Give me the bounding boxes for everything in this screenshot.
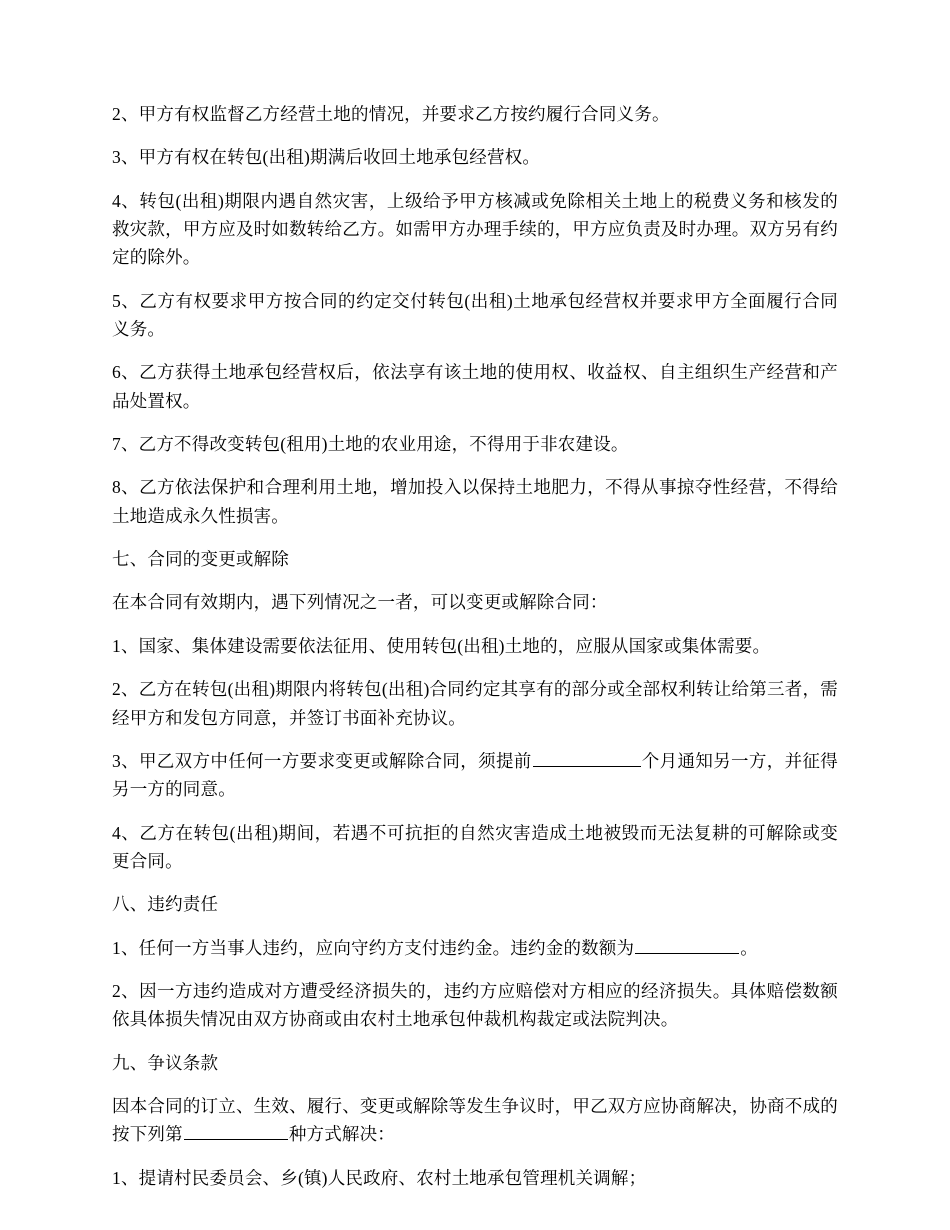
notice-months-blank[interactable] [533, 748, 641, 767]
clause-9-intro-text-after: 种方式解决： [288, 1124, 396, 1145]
section-heading-8: 八、违约责任 [112, 894, 219, 915]
clause-6-item-7: 7、乙方不得改变转包(租用)土地的农业用途，不得用于非农建设。 [112, 434, 629, 455]
dispute-method-blank[interactable] [184, 1122, 288, 1141]
clause-8-item-2: 2、因一方违约造成对方遭受经济损失的，违约方应赔偿对方相应的经济损失。具体赔偿数额依具体损失情况由双方协商或由农村土地承包仲裁机构裁定或法院判决。 [112, 980, 838, 1030]
clause-6-item-4: 4、转包(出租)期限内遇自然灾害，上级给予甲方核减或免除相关土地上的税费义务和核发的救灾款，甲方应及时如数转给乙方。如需甲方办理手续的，甲方应负责及时办理。双方另有约定的除外。 [112, 190, 838, 268]
clause-7-item-1: 1、国家、集体建设需要依法征用、使用转包(出租)土地的，应服从国家或集体需要。 [112, 635, 771, 656]
clause-7-intro: 在本合同有效期内，遇下列情况之一者，可以变更或解除合同： [112, 592, 608, 613]
clause-9-intro-text-before: 因本合同的订立、生效、履行、变更或解除等发生争议时，甲乙双方应协商解决，协商不成的按下列第 [112, 1095, 838, 1145]
clause-8-item-1-text-before: 1、任何一方当事人违约，应向守约方支付违约金。违约金的数额为 [112, 937, 635, 958]
clause-6-item-5: 5、乙方有权要求甲方按合同的约定交付转包(出租)土地承包经营权并要求甲方全面履行合同义务。 [112, 290, 838, 340]
clause-6-item-8: 8、乙方依法保护和合理利用土地，增加投入以保持土地肥力，不得从事掠夺性经营，不得给土地造成永久性损害。 [112, 477, 838, 526]
clause-7-item-3-text-before: 3、甲乙双方中任何一方要求变更或解除合同，须提前 [112, 750, 532, 771]
clause-7-item-2: 2、乙方在转包(出租)期限内将转包(出租)合同约定其享有的部分或全部权利转让给第三者，需经甲方和发包方同意，并签订书面补充协议。 [112, 679, 838, 728]
clause-6-item-3: 3、甲方有权在转包(出租)期满后收回土地承包经营权。 [112, 147, 541, 168]
clause-7-item-3-text-after: 个月通知另一方，并征得另一方的同意。 [112, 750, 838, 800]
clause-9-item-1: 1、提请村民委员会、乡(镇)人民政府、农村土地承包管理机关调解； [112, 1167, 647, 1188]
clause-8-item-1-text-after: 。 [740, 937, 758, 958]
clause-9-intro [112, 1092, 838, 1149]
clause-7-item-4: 4、乙方在转包(出租)期间，若遇不可抗拒的自然灾害造成土地被毁而无法复耕的可解除或变更合同。 [112, 822, 838, 871]
section-heading-9: 九、争议条款 [112, 1052, 219, 1073]
clause-8-item-1 [112, 934, 838, 962]
clause-6-item-2: 2、甲方有权监督乙方经营土地的情况，并要求乙方按约履行合同义务。 [112, 104, 670, 124]
penalty-amount-blank[interactable] [635, 935, 739, 954]
document-body [112, 100, 838, 1192]
clause-6-item-6: 6、乙方获得土地承包经营权后，依法享有该土地的使用权、收益权、自主组织生产经营和产品处置权。 [112, 362, 838, 411]
section-heading-7: 七、合同的变更或解除 [112, 549, 289, 570]
clause-7-item-3 [112, 747, 838, 804]
